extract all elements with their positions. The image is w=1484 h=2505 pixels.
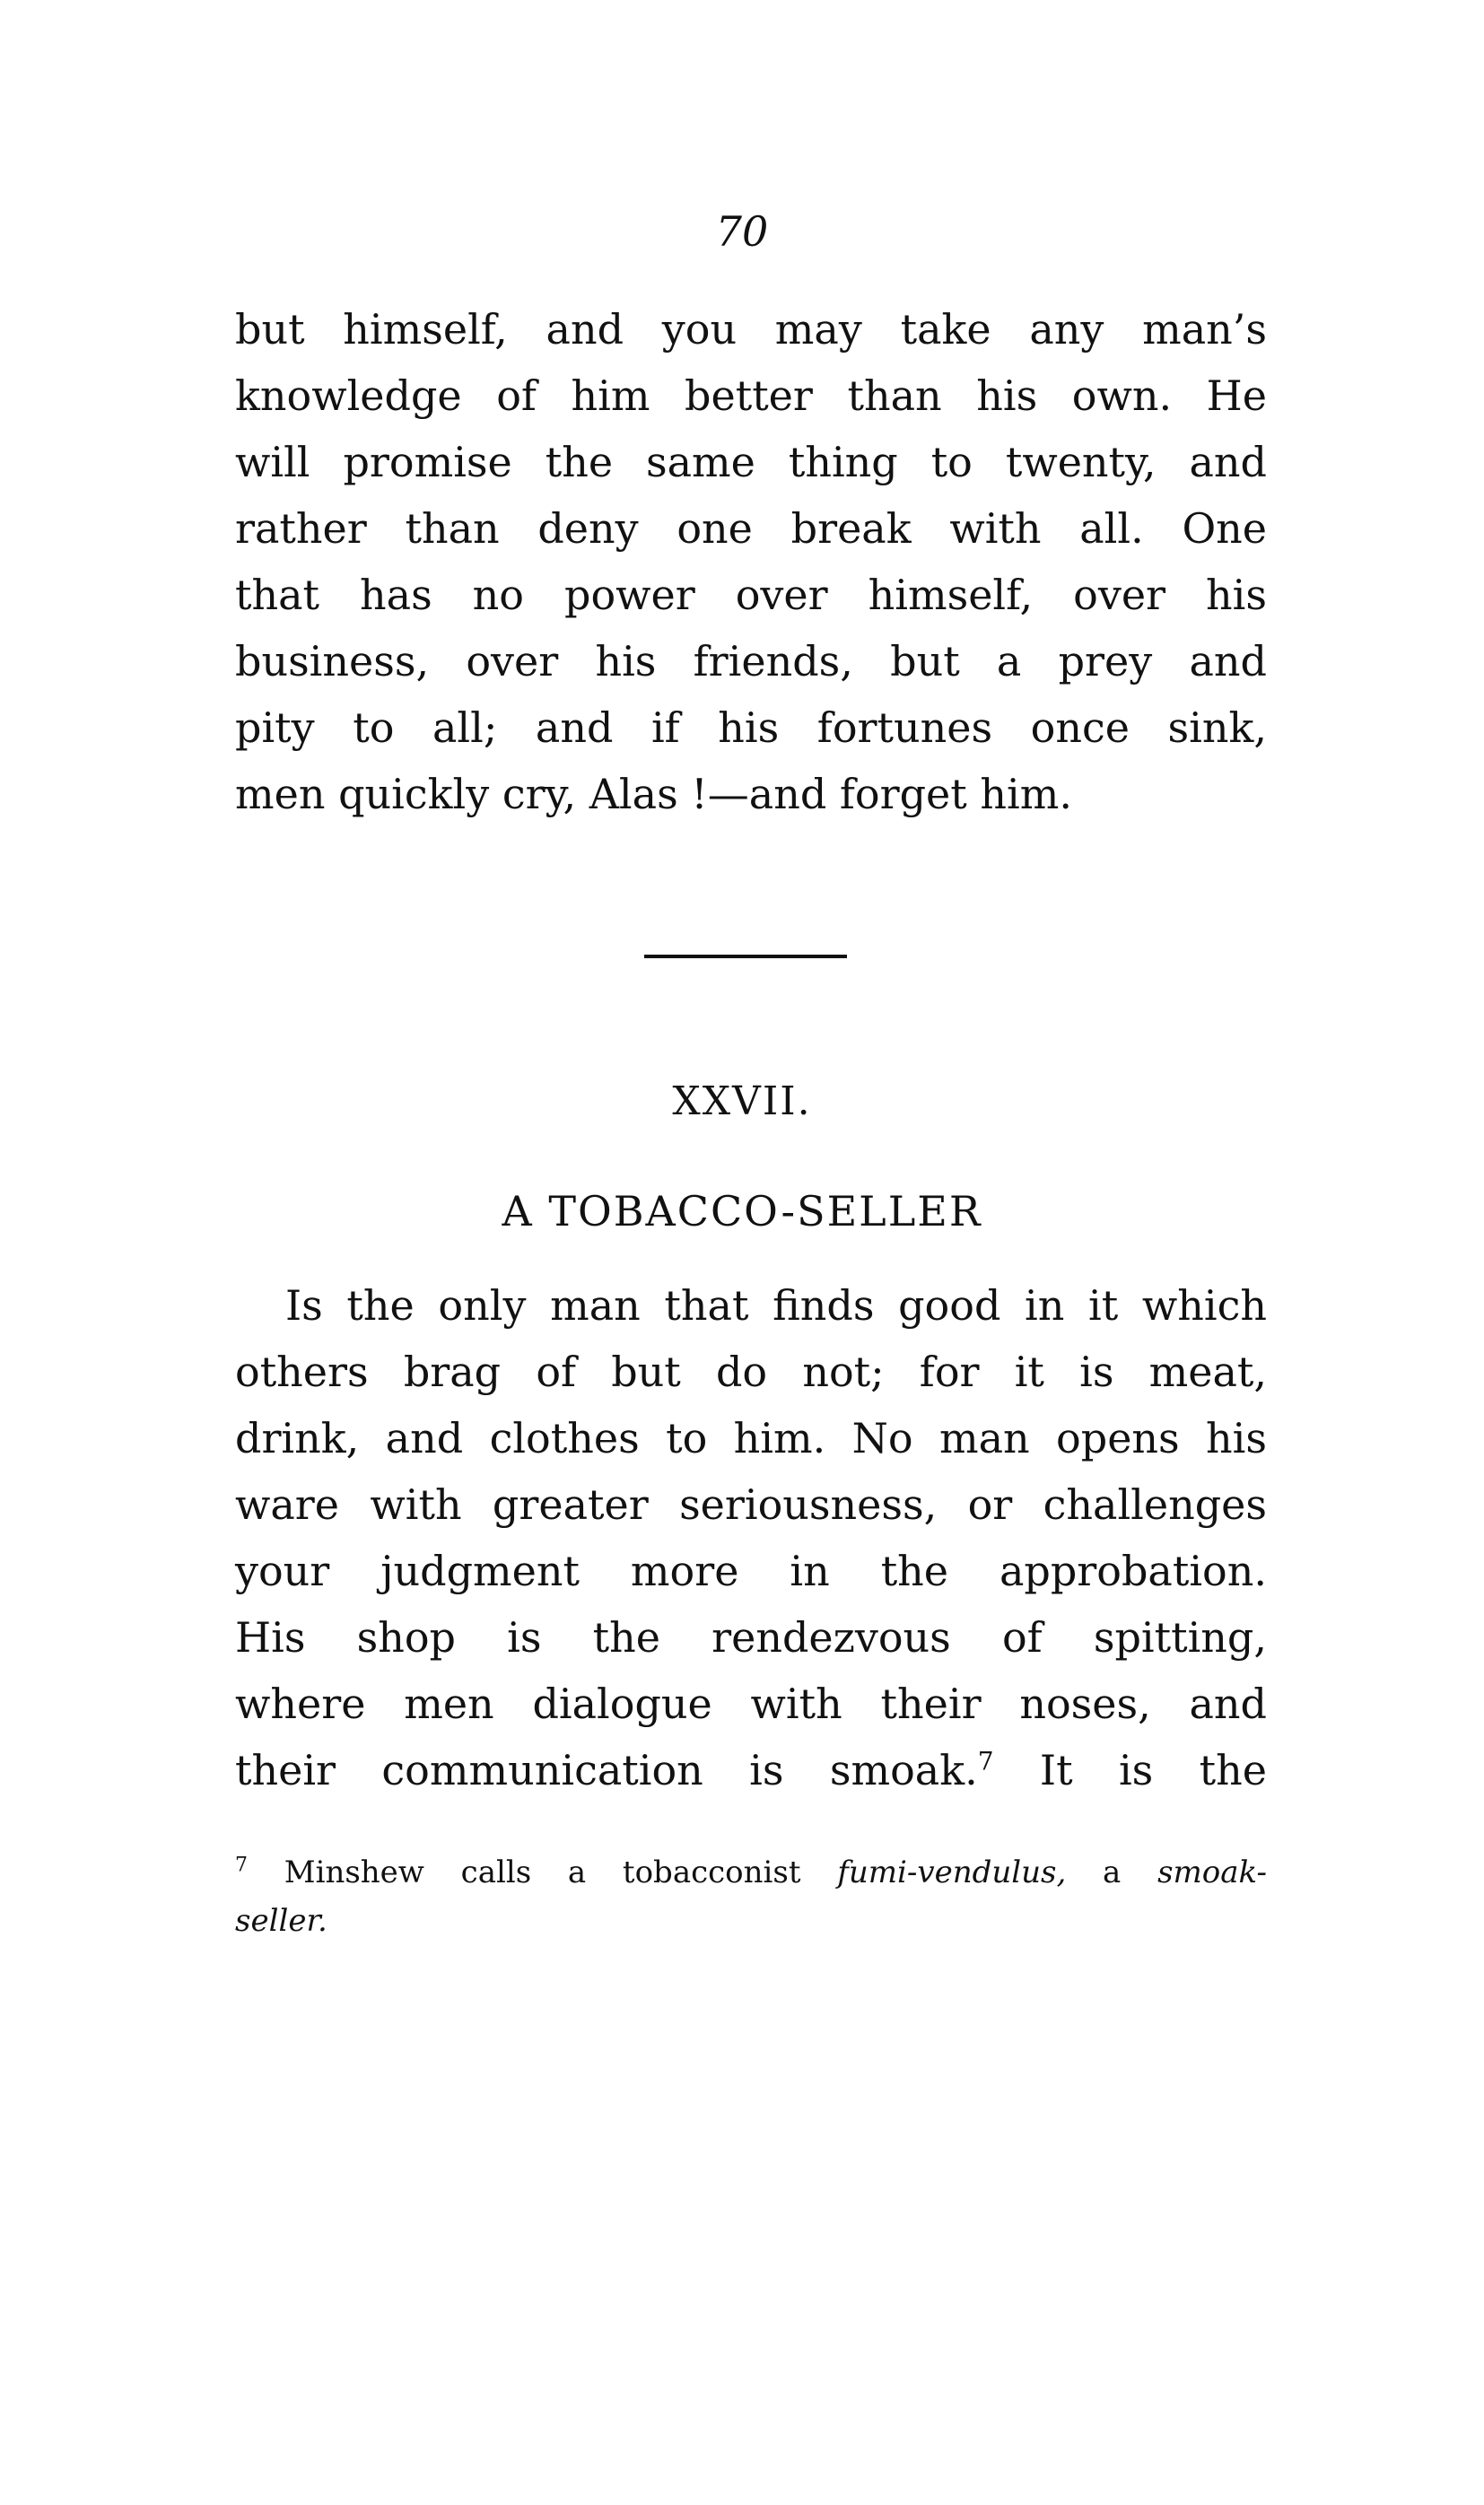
footnote-reference: 7	[977, 1746, 994, 1776]
text-line: ware with greater seriousness, or challenges	[235, 1480, 1267, 1529]
footnote-line: seller.	[235, 1903, 327, 1939]
page-number: 70	[715, 207, 769, 256]
text-line: pity to all; and if his fortunes once sink,	[235, 703, 1267, 752]
section-numeral: XXVII.	[672, 1078, 812, 1124]
text-segment: It is the	[1039, 1746, 1267, 1794]
footnote-marker: 7	[235, 1854, 248, 1877]
text-line: men quickly cry, Alas !—and forget him.	[235, 770, 1072, 818]
footnote-text: Minshew calls a tobacconist	[284, 1855, 801, 1890]
text-line: where men dialogue with their noses, and	[235, 1680, 1267, 1728]
text-line-with-footnote-ref	[235, 1737, 1267, 1803]
text-line: knowledge of him better than his own. He	[235, 371, 1267, 420]
section-divider	[644, 955, 847, 958]
text-line: Is the only man that finds good in it which	[285, 1281, 1267, 1330]
text-line: will promise the same thing to twenty, and	[235, 438, 1267, 486]
text-line: but himself, and you may take any man’s	[235, 305, 1267, 353]
text-line: business, over his friends, but a prey and	[235, 637, 1267, 685]
text-line: others brag of but do not; for it is meat,	[235, 1348, 1267, 1396]
footnote-text: a	[1103, 1855, 1122, 1890]
text-segment: their communication is smoak.	[235, 1746, 978, 1794]
second-passage	[235, 1272, 1267, 1803]
section-title: A TOBACCO-SELLER	[502, 1187, 982, 1235]
first-passage	[235, 296, 1267, 827]
footnote-italic-term: smoak-	[1157, 1855, 1267, 1890]
footnote-line	[235, 1848, 1267, 1897]
text-line: rather than deny one break with all. One	[235, 504, 1267, 553]
text-line: drink, and clothes to him. No man opens his	[235, 1414, 1267, 1462]
footnote	[235, 1848, 1267, 1945]
text-line: His shop is the rendezvous of spitting,	[235, 1613, 1267, 1662]
text-line: that has no power over himself, over his	[235, 571, 1267, 619]
text-line: your judgment more in the approbation.	[235, 1547, 1267, 1595]
footnote-italic-term: fumi-vendulus,	[837, 1855, 1067, 1890]
